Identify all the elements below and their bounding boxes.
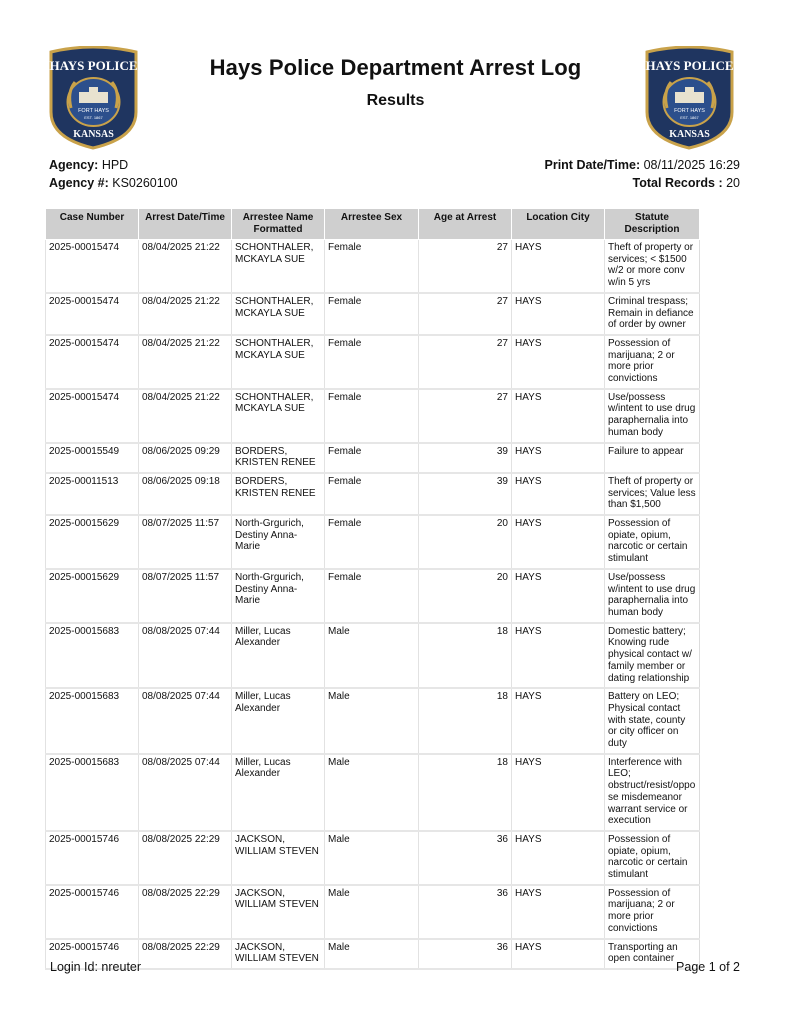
arrestee-sex-cell: Male <box>325 939 419 969</box>
arrestee-name-cell: Miller, Lucas Alexander <box>232 754 325 831</box>
arrestee-name-cell: SCHONTHALER, MCKAYLA SUE <box>232 293 325 335</box>
column-header-age: Age at Arrest <box>419 209 512 240</box>
statute-cell: Possession of marijuana; 2 or more prior convictions <box>605 335 700 389</box>
arrestee-sex-cell: Female <box>325 240 419 293</box>
age-cell: 36 <box>419 885 512 939</box>
agency-value: HPD <box>101 158 129 172</box>
case-number-cell: 2025-00015629 <box>46 515 139 569</box>
total-records-label: Total Records : <box>632 176 723 190</box>
location-city-cell: HAYS <box>512 939 605 969</box>
table-row <box>46 335 700 389</box>
table-row <box>46 443 700 473</box>
location-city-cell: HAYS <box>512 335 605 389</box>
arrestee-name-cell: Miller, Lucas Alexander <box>232 688 325 754</box>
arrest-datetime-cell: 08/08/2025 07:44 <box>139 623 232 689</box>
statute-cell: Use/possess w/intent to use drug paraphernalia into human body <box>605 569 700 623</box>
column-header-case-number: Case Number <box>46 209 139 240</box>
agency-label: Agency: <box>49 158 99 172</box>
badge-state-text: KANSAS <box>669 129 710 140</box>
arrestee-name-cell: SCHONTHALER, MCKAYLA SUE <box>232 335 325 389</box>
arrest-datetime-cell: 08/08/2025 22:29 <box>139 885 232 939</box>
table-row <box>46 688 700 754</box>
agency-number-label: Agency #: <box>49 176 109 190</box>
column-header-arrest-datetime: Arrest Date/Time <box>139 209 232 240</box>
agency-number-value: KS0260100 <box>112 176 178 190</box>
arrest-datetime-cell: 08/04/2025 21:22 <box>139 389 232 443</box>
report-subtitle: Results <box>366 92 425 109</box>
arrest-log-table <box>45 208 700 970</box>
table-row <box>46 885 700 939</box>
location-city-cell: HAYS <box>512 885 605 939</box>
case-number-cell: 2025-00011513 <box>46 473 139 515</box>
case-number-cell: 2025-00015474 <box>46 389 139 443</box>
print-info <box>545 156 741 192</box>
arrestee-sex-cell: Female <box>325 443 419 473</box>
age-cell: 27 <box>419 389 512 443</box>
badge-top-text: HAYS POLICE <box>645 58 734 73</box>
table-row <box>46 831 700 885</box>
arrest-datetime-cell: 08/06/2025 09:29 <box>139 443 232 473</box>
location-city-cell: HAYS <box>512 569 605 623</box>
statute-cell: Transporting an open container <box>605 939 700 969</box>
agency-info <box>49 156 178 192</box>
login-id: Login Id: nreuter <box>50 960 142 974</box>
location-city-cell: HAYS <box>512 688 605 754</box>
statute-cell: Interference with LEO; obstruct/resist/oppose misdemeanor warrant service or execution <box>605 754 700 831</box>
location-city-cell: HAYS <box>512 240 605 293</box>
total-records-line <box>545 174 741 192</box>
location-city-cell: HAYS <box>512 389 605 443</box>
print-datetime-line <box>545 156 741 174</box>
arrestee-name-cell: North-Grgurich, Destiny Anna-Marie <box>232 515 325 569</box>
table-row <box>46 293 700 335</box>
table-row <box>46 939 700 969</box>
arrestee-sex-cell: Male <box>325 831 419 885</box>
agency-number-line <box>49 174 178 192</box>
column-header-location-city: Location City <box>512 209 605 240</box>
arrestee-name-cell: SCHONTHALER, MCKAYLA SUE <box>232 389 325 443</box>
arrestee-sex-cell: Male <box>325 885 419 939</box>
statute-cell: Use/possess w/intent to use drug paraphernalia into human body <box>605 389 700 443</box>
location-city-cell: HAYS <box>512 623 605 689</box>
print-datetime-value: 08/11/2025 16:29 <box>643 158 740 172</box>
arrest-datetime-cell: 08/04/2025 21:22 <box>139 293 232 335</box>
statute-cell: Possession of opiate, opium, narcotic or certain stimulant <box>605 515 700 569</box>
case-number-cell: 2025-00015629 <box>46 569 139 623</box>
arrestee-sex-cell: Female <box>325 293 419 335</box>
table-row <box>46 473 700 515</box>
arrestee-name-cell: BORDERS, KRISTEN RENEE <box>232 473 325 515</box>
table-row <box>46 569 700 623</box>
arrestee-name-cell: SCHONTHALER, MCKAYLA SUE <box>232 240 325 293</box>
statute-cell: Battery on LEO; Physical contact with state, county or city officer on duty <box>605 688 700 754</box>
table-header-row <box>46 209 700 240</box>
age-cell: 20 <box>419 569 512 623</box>
arrest-datetime-cell: 08/07/2025 11:57 <box>139 569 232 623</box>
page-indicator: Page 1 of 2 <box>676 960 740 974</box>
case-number-cell: 2025-00015549 <box>46 443 139 473</box>
agency-line <box>49 156 178 174</box>
case-number-cell: 2025-00015683 <box>46 754 139 831</box>
arrest-datetime-cell: 08/04/2025 21:22 <box>139 240 232 293</box>
age-cell: 39 <box>419 443 512 473</box>
arrestee-sex-cell: Female <box>325 389 419 443</box>
badge-city-text: FORT HAYS <box>78 108 109 114</box>
case-number-cell: 2025-00015474 <box>46 335 139 389</box>
age-cell: 18 <box>419 688 512 754</box>
location-city-cell: HAYS <box>512 515 605 569</box>
statute-cell: Possession of opiate, opium, narcotic or certain stimulant <box>605 831 700 885</box>
arrest-datetime-cell: 08/07/2025 11:57 <box>139 515 232 569</box>
arrestee-name-cell: JACKSON, WILLIAM STEVEN <box>232 831 325 885</box>
badge-state-text: KANSAS <box>73 129 114 140</box>
arrestee-sex-cell: Male <box>325 623 419 689</box>
statute-cell: Domestic battery; Knowing rude physical contact w/ family member or dating relationship <box>605 623 700 689</box>
badge-city-text: FORT HAYS <box>674 108 705 114</box>
arrestee-sex-cell: Female <box>325 473 419 515</box>
location-city-cell: HAYS <box>512 473 605 515</box>
table-row <box>46 389 700 443</box>
location-city-cell: HAYS <box>512 443 605 473</box>
arrestee-sex-cell: Female <box>325 569 419 623</box>
age-cell: 27 <box>419 335 512 389</box>
table-row <box>46 754 700 831</box>
column-header-arrestee-name: Arrestee Name Formatted <box>232 209 325 240</box>
column-header-statute: Statute Description <box>605 209 700 240</box>
statute-cell: Theft of property or services; Value less than $1,500 <box>605 473 700 515</box>
badge-est-text: EST. 1867 <box>84 115 103 120</box>
statute-cell: Possession of marijuana; 2 or more prior convictions <box>605 885 700 939</box>
arrestee-sex-cell: Male <box>325 688 419 754</box>
table-row <box>46 515 700 569</box>
location-city-cell: HAYS <box>512 831 605 885</box>
column-header-arrestee-sex: Arrestee Sex <box>325 209 419 240</box>
case-number-cell: 2025-00015683 <box>46 623 139 689</box>
case-number-cell: 2025-00015746 <box>46 939 139 969</box>
arrest-datetime-cell: 08/08/2025 07:44 <box>139 688 232 754</box>
case-number-cell: 2025-00015746 <box>46 831 139 885</box>
case-number-cell: 2025-00015683 <box>46 688 139 754</box>
statute-cell: Failure to appear <box>605 443 700 473</box>
age-cell: 36 <box>419 939 512 969</box>
arrestee-name-cell: North-Grgurich, Destiny Anna-Marie <box>232 569 325 623</box>
age-cell: 36 <box>419 831 512 885</box>
location-city-cell: HAYS <box>512 293 605 335</box>
table-row <box>46 240 700 293</box>
report-title: Hays Police Department Arrest Log <box>209 55 582 80</box>
arrest-datetime-cell: 08/04/2025 21:22 <box>139 335 232 389</box>
case-number-cell: 2025-00015474 <box>46 293 139 335</box>
arrest-datetime-cell: 08/06/2025 09:18 <box>139 473 232 515</box>
arrestee-name-cell: JACKSON, WILLIAM STEVEN <box>232 885 325 939</box>
arrestee-name-cell: Miller, Lucas Alexander <box>232 623 325 689</box>
arrestee-name-cell: JACKSON, WILLIAM STEVEN <box>232 939 325 969</box>
print-datetime-label: Print Date/Time: <box>544 158 641 172</box>
age-cell: 20 <box>419 515 512 569</box>
statute-cell: Criminal trespass; Remain in defiance of order by owner <box>605 293 700 335</box>
arrestee-name-cell: BORDERS, KRISTEN RENEE <box>232 443 325 473</box>
arrest-datetime-cell: 08/08/2025 07:44 <box>139 754 232 831</box>
badge-est-text: EST. 1867 <box>680 115 699 120</box>
badge-top-text: HAYS POLICE <box>49 58 138 73</box>
arrestee-sex-cell: Female <box>325 335 419 389</box>
total-records-value: 20 <box>726 176 740 190</box>
case-number-cell: 2025-00015746 <box>46 885 139 939</box>
age-cell: 27 <box>419 293 512 335</box>
arrestee-sex-cell: Male <box>325 754 419 831</box>
case-number-cell: 2025-00015474 <box>46 240 139 293</box>
arrestee-sex-cell: Female <box>325 515 419 569</box>
location-city-cell: HAYS <box>512 754 605 831</box>
age-cell: 27 <box>419 240 512 293</box>
table-row <box>46 623 700 689</box>
age-cell: 18 <box>419 623 512 689</box>
age-cell: 18 <box>419 754 512 831</box>
arrest-datetime-cell: 08/08/2025 22:29 <box>139 831 232 885</box>
age-cell: 39 <box>419 473 512 515</box>
arrest-datetime-cell: 08/08/2025 22:29 <box>139 939 232 969</box>
statute-cell: Theft of property or services; < $1500 w/2 or more conv w/in 5 yrs <box>605 240 700 293</box>
